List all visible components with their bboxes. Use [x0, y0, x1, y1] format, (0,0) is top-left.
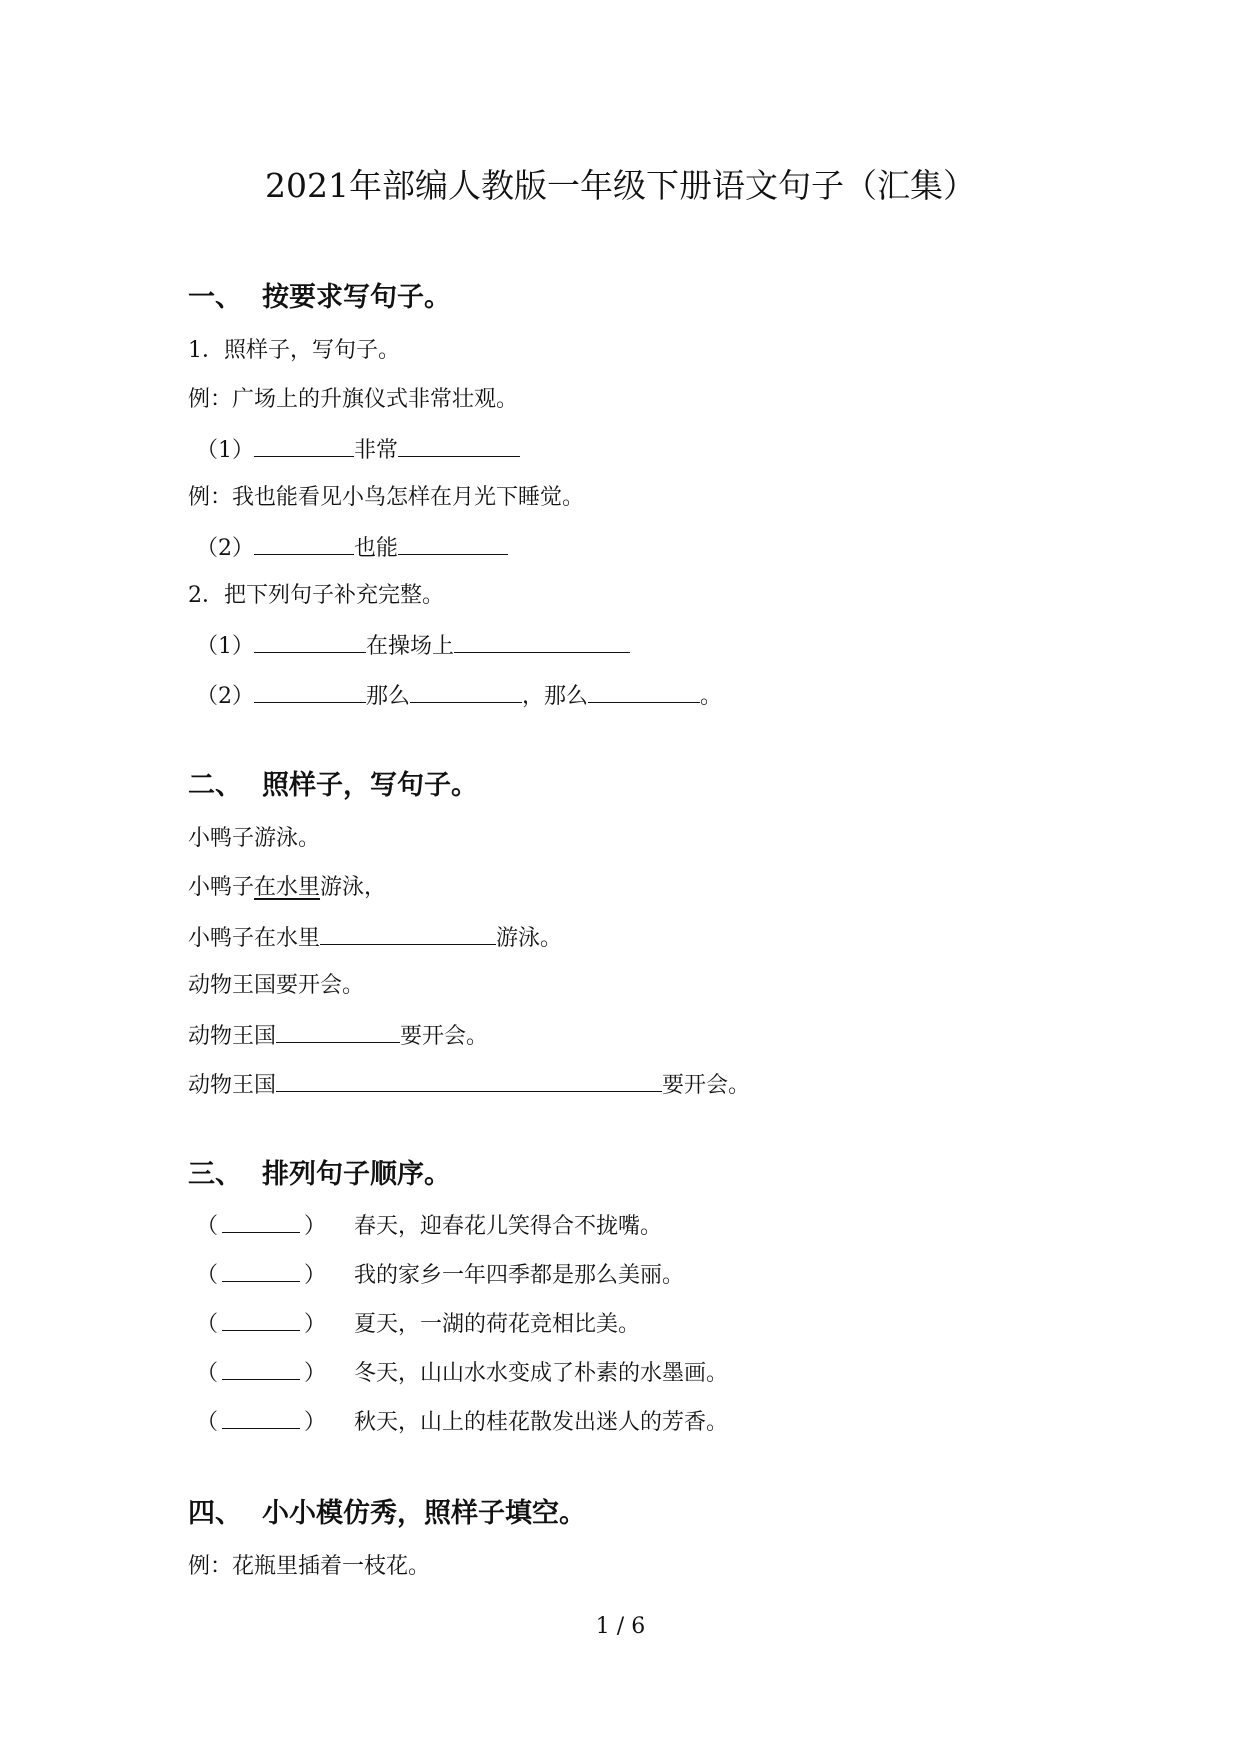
order-item [196, 1359, 728, 1389]
order-sentence: 我的家乡一年四季都是那么美丽。 [354, 1263, 685, 1288]
answer-blank[interactable] [320, 922, 496, 945]
order-item [196, 1310, 640, 1340]
section-title: 照样子，写句子。 [262, 770, 478, 801]
example-1: 例：广场上的升旗仪式非常壮观。 [188, 387, 519, 412]
sentence-part: 小鸭子在水里 [188, 926, 321, 951]
order-blank[interactable] [222, 1212, 300, 1233]
answer-blank[interactable] [398, 532, 508, 555]
order-sentence: 春天，迎春花儿笑得合不拢嘴。 [354, 1214, 663, 1239]
fill-line-2 [196, 680, 722, 712]
item-number: （2） [196, 684, 254, 709]
sentence-line [188, 873, 386, 903]
paren-close: ） [304, 1214, 327, 1239]
section-heading-3 [188, 1157, 451, 1193]
paren-close: ） [304, 1312, 327, 1337]
section-heading-4 [188, 1496, 586, 1532]
fill-line-1 [196, 630, 630, 662]
page-title: 2021年部编人教版一年级下册语文句子（汇集） [265, 166, 976, 205]
order-blank[interactable] [222, 1408, 300, 1429]
sentence-line [188, 1069, 750, 1101]
sentence-part: 动物王国 [188, 1073, 277, 1098]
answer-blank[interactable] [454, 630, 630, 653]
order-sentence: 秋天，山上的桂花散发出迷人的芳香。 [354, 1410, 729, 1435]
answer-line-1 [196, 434, 520, 466]
sentence-line: 小鸭子游泳。 [188, 826, 321, 851]
order-item [196, 1408, 728, 1438]
section-title: 排列句子顺序。 [262, 1159, 451, 1190]
underlined-phrase: 在水里 [254, 875, 321, 900]
sentence-part: 要开会。 [662, 1073, 751, 1098]
example-line: 例：花瓶里插着一枝花。 [188, 1554, 431, 1579]
order-blank[interactable] [222, 1310, 300, 1331]
answer-blank[interactable] [254, 434, 354, 457]
sentence-line [188, 922, 562, 954]
example-2: 例：我也能看见小鸟怎样在月光下睡觉。 [188, 485, 585, 510]
sentence-part: 小鸭子 [188, 875, 255, 900]
answer-line-2 [196, 532, 508, 564]
item-number: （1） [196, 634, 254, 659]
paren-close: ） [304, 1263, 327, 1288]
sentence-part: 要开会。 [400, 1024, 489, 1049]
sentence-line [188, 1020, 488, 1052]
item-number: （1） [196, 438, 254, 463]
answer-blank[interactable] [410, 680, 522, 703]
order-item [196, 1212, 662, 1242]
page-number: 1 / 6 [595, 1614, 646, 1639]
sentence-part: 游泳， [320, 875, 387, 900]
answer-keyword: 也能 [354, 536, 399, 561]
answer-blank[interactable] [254, 680, 366, 703]
section-number: 一、 [188, 282, 242, 313]
answer-blank[interactable] [276, 1069, 662, 1092]
answer-keyword: 非常 [354, 438, 399, 463]
punctuation: 。 [700, 684, 723, 709]
paren-open: （ [196, 1312, 219, 1337]
order-sentence: 冬天，山山水水变成了朴素的水墨画。 [354, 1361, 729, 1386]
answer-keyword: 在操场上 [366, 634, 455, 659]
sentence-part: 游泳。 [496, 926, 563, 951]
paren-open: （ [196, 1263, 219, 1288]
order-blank[interactable] [222, 1261, 300, 1282]
sentence-part: 动物王国 [188, 1024, 277, 1049]
answer-keyword: 那么 [366, 684, 411, 709]
section-number: 三、 [188, 1159, 242, 1190]
section-heading-1 [188, 280, 451, 316]
paren-open: （ [196, 1410, 219, 1435]
paren-close: ） [304, 1410, 327, 1435]
section-title: 小小模仿秀，照样子填空。 [262, 1498, 586, 1529]
answer-blank[interactable] [588, 680, 700, 703]
answer-blank[interactable] [276, 1020, 400, 1043]
paren-close: ） [304, 1361, 327, 1386]
order-blank[interactable] [222, 1359, 300, 1380]
question-1-label: 1．照样子，写句子。 [188, 338, 400, 363]
answer-blank[interactable] [254, 630, 366, 653]
answer-keyword: ，那么 [522, 684, 589, 709]
section-number: 二、 [188, 770, 242, 801]
item-number: （2） [196, 536, 254, 561]
sentence-line: 动物王国要开会。 [188, 973, 365, 998]
section-heading-2 [188, 768, 478, 804]
question-2-label: 2．把下列句子补充完整。 [188, 583, 444, 608]
paren-open: （ [196, 1361, 219, 1386]
section-number: 四、 [188, 1498, 242, 1529]
section-title: 按要求写句子。 [262, 282, 451, 313]
paren-open: （ [196, 1214, 219, 1239]
order-item [196, 1261, 684, 1291]
answer-blank[interactable] [254, 532, 354, 555]
order-sentence: 夏天，一湖的荷花竞相比美。 [354, 1312, 641, 1337]
answer-blank[interactable] [398, 434, 520, 457]
